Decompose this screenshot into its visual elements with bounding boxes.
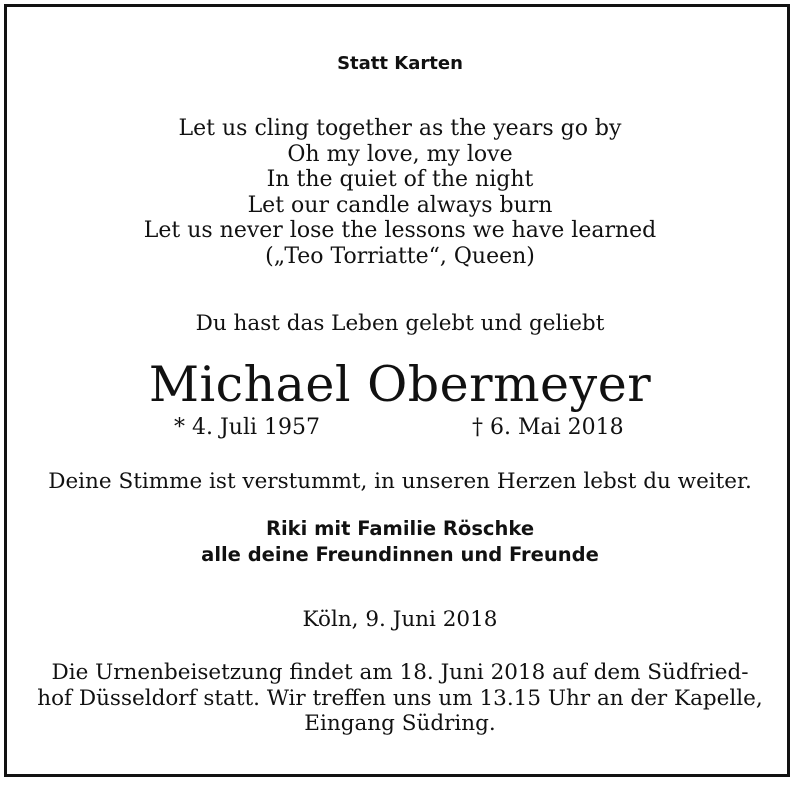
mourner-line: alle deine Freundinnen und Freunde [201,543,599,566]
farewell-text: Deine Stimme ist verstummt, in unseren Herzen lebst du weiter. [48,469,752,494]
poem-block [0,116,800,269]
death-date: † 6. Mai 2018 [472,415,624,440]
notice-line: Die Urnenbeisetzung findet am 18. Juni 2018 auf dem Südfried- [51,660,749,685]
place-date: Köln, 9. Juni 2018 [302,607,498,632]
mourner-line: Riki mit Familie Röschke [265,517,535,540]
poem-attribution: („Teo Torriatte“, Queen) [265,243,535,269]
mourners-block [0,516,800,568]
burial-notice [0,660,800,737]
birth-date: * 4. Juli 1957 [174,415,321,440]
poem-line: Let us cling together as the years go by [178,116,622,141]
notice-line: Eingang Südring. [304,711,496,736]
poem-line: Let us never lose the lessons we have learned [143,218,657,243]
intro-text: Du hast das Leben gelebt und geliebt [195,311,605,336]
deceased-name: Michael Obermeyer [148,356,652,413]
poem-line: Let our candle always burn [247,192,553,218]
notice-line: hof Düsseldorf statt. Wir treffen uns um 13.15 Uhr an der Kapelle, [37,685,763,711]
poem-line: In the quiet of the night [266,167,534,192]
header-title: Statt Karten [337,53,463,74]
poem-line: Oh my love, my love [287,141,513,167]
